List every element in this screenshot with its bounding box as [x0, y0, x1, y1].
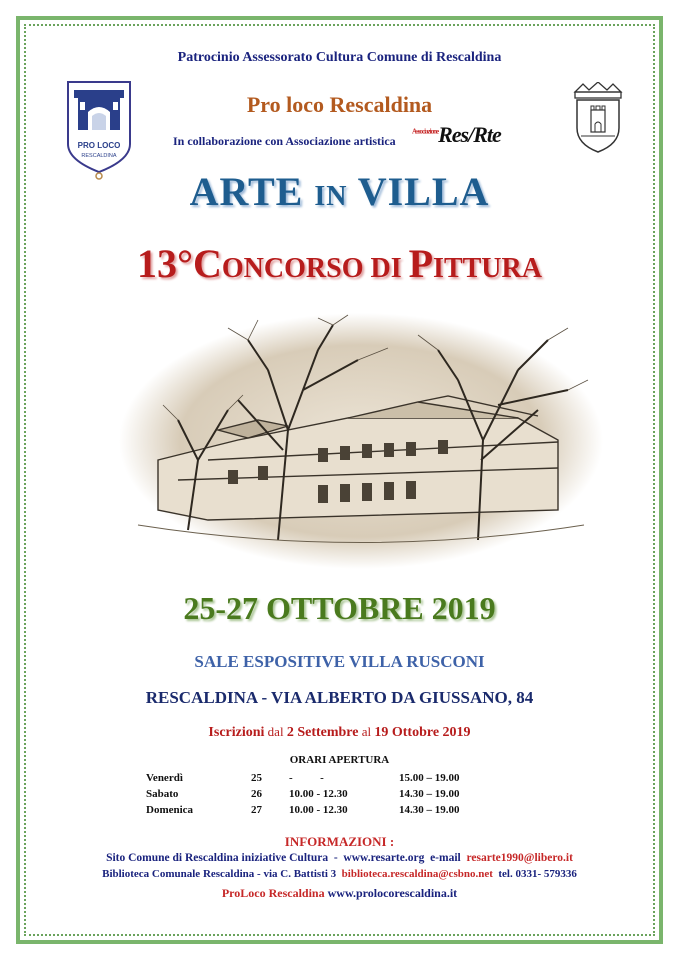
proloco-website-link[interactable]: www.prolocorescaldina.it	[327, 886, 458, 900]
info-line-2-phone: tel. 0331- 579336	[492, 868, 577, 880]
iscrizioni-al: al	[358, 724, 375, 739]
title-arte: ARTE	[189, 169, 304, 214]
title-villa: VILLA	[357, 169, 490, 214]
iscrizioni-label: Iscrizioni	[208, 725, 265, 740]
iscrizioni-line	[0, 724, 679, 741]
arte-in-villa-title	[0, 168, 679, 215]
day-label: Sabato	[146, 788, 179, 800]
afternoon-hours: 15.00 – 19.00	[399, 772, 460, 784]
venue-name: SALE ESPOSITIVE VILLA RUSCONI	[194, 652, 485, 671]
resarte-logo-small: Associazione	[412, 127, 439, 136]
morning-hours: - -	[289, 772, 324, 784]
info-line-2	[0, 868, 679, 880]
library-email-link[interactable]: biblioteca.rescaldina@csbno.net	[341, 868, 493, 880]
day-number: 27	[251, 804, 262, 816]
orari-title: ORARI APERTURA	[289, 754, 390, 766]
info-line-3	[0, 886, 679, 901]
day-label: Venerdì	[146, 772, 183, 784]
info-line-3-text: ProLoco Rescaldina	[221, 886, 328, 900]
table-row	[146, 770, 526, 786]
concorso-p: P	[408, 241, 434, 286]
villa-sketch-image	[118, 310, 604, 572]
info-line-1	[0, 852, 679, 864]
opening-hours-table	[146, 770, 526, 818]
morning-hours: 10.00 - 12.30	[289, 804, 348, 816]
venue-address: RESCALDINA - VIA ALBERTO DA GIUSSANO, 84	[145, 688, 534, 707]
concorso-part-b: ITTURA	[433, 253, 542, 284]
day-number: 26	[251, 788, 262, 800]
concorso-num: 13°C	[137, 241, 222, 286]
title-in: IN	[314, 181, 348, 212]
info-line-2-text: Biblioteca Comunale Rescaldina - via C. Battisti 3	[102, 868, 342, 880]
resarte-logo-text: Res/Rte	[438, 122, 501, 147]
table-row	[146, 802, 526, 818]
resarte-logo	[412, 122, 501, 148]
info-title: INFORMAZIONI :	[284, 834, 395, 849]
day-label: Domenica	[146, 804, 194, 816]
table-row	[146, 786, 526, 802]
day-number: 25	[251, 772, 262, 784]
afternoon-hours: 14.30 – 19.00	[399, 788, 460, 800]
email-link[interactable]: resarte1990@libero.it	[466, 852, 573, 864]
proloco-logo-text: PRO LOCO	[77, 141, 121, 150]
afternoon-hours: 14.30 – 19.00	[399, 804, 460, 816]
iscrizioni-start: 2 Settembre	[286, 725, 359, 740]
info-line-1-text: Sito Comune di Rescaldina iniziative Cultura - www.resarte.org e-mail	[106, 852, 467, 864]
morning-hours: 10.00 - 12.30	[289, 788, 348, 800]
collaborazione-text: In collaborazione con Associazione artistica	[173, 134, 396, 148]
proloco-logo-subtext: RESCALDINA	[81, 153, 117, 159]
proloco-heading: Pro loco Rescaldina	[246, 92, 433, 117]
concorso-part-a: ONCORSO DI	[221, 253, 409, 284]
iscrizioni-end: 19 Ottobre 2019	[374, 725, 471, 740]
event-dates: 25-27 OTTOBRE 2019	[183, 590, 496, 626]
iscrizioni-dal: dal	[264, 724, 287, 739]
concorso-title	[0, 240, 679, 287]
patrocinio-text: Patrocinio Assessorato Cultura Comune di Rescaldina	[177, 50, 502, 65]
